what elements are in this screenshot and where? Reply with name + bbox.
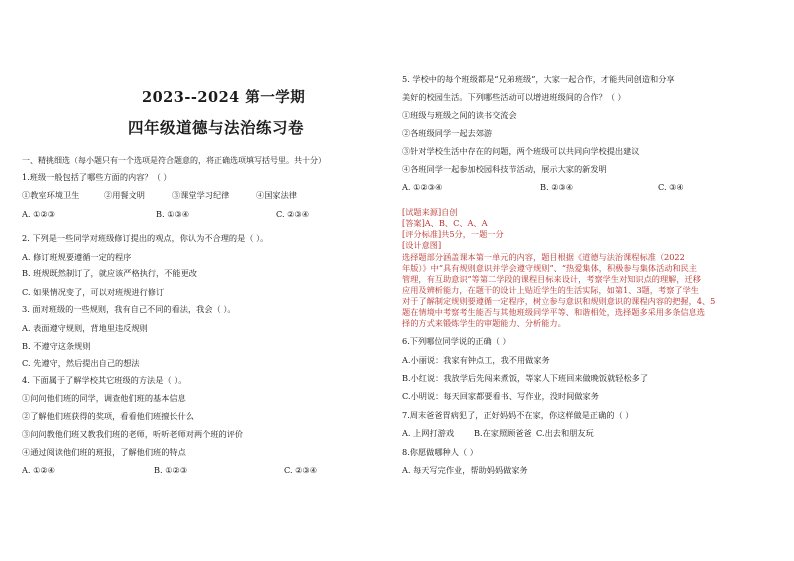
page-title: 2023--2024 第一学期 — [142, 89, 306, 106]
q3-option-a: A. 表面遵守规则，背地里违反规则 — [22, 323, 148, 333]
q2-option-b: B. 班规既然制订了，就应该严格执行，不能更改 — [22, 268, 197, 278]
q4-option-a: A. ①②④ — [22, 465, 56, 475]
q4-item: ①问问他们班的同学，调查他们班的基本信息 — [22, 393, 186, 403]
q3-option-c: C. 先遵守，然后提出自己的想法 — [22, 358, 140, 368]
q7-option-c: C.出去和朋友玩 — [536, 428, 594, 438]
meta-design-line: 对于了解制定规则要遵循一定程序，树立参与意识和规则意识的课程内容的把握，4、5 — [402, 296, 716, 306]
meta-design-line: 管理，有互助意识”等第二学段的课程目标来设计，考察学生对知识点的理解，迁移 — [402, 274, 701, 284]
q1-option-b: B. ①③④ — [156, 209, 190, 219]
q3-option-b: B. 不遵守这条规则 — [22, 341, 91, 351]
q2-stem: 2. 下列是一些同学对班级修订提出的观点，你认为不合理的是（ ）。 — [22, 233, 269, 243]
meta-design-line: 题在情境中考察考生能否与其他班级同学平等、和谐相处，选择题多采用多条信息选 — [402, 307, 705, 317]
q3-stem: 3. 面对班级的一些规则，我有自己不同的看法，我会（ ）。 — [22, 304, 236, 314]
q5-stem-line2: 美好的校园生活。下列哪些活动可以增进班级间的合作？（ ） — [402, 92, 626, 102]
q4-option-b: B. ①②③ — [154, 465, 188, 475]
q1-stem: 1.班级一般包括了哪些方面的内容？（ ） — [22, 172, 172, 182]
q4-item: ③问问教他们班又教我们班的老师，听听老师对两个班的评价 — [22, 429, 244, 439]
q5-item: ③针对学校生活中存在的问题，两个班级可以共同向学校提出建议 — [402, 146, 640, 156]
meta-design-line: 应用及辨析能力，在题干的设计上贴近学生的生活实际，如第1、3题，考察了学生 — [402, 285, 699, 295]
q8-stem: 8.你愿做哪种人（ ） — [402, 447, 478, 457]
meta-design-line: 择的方式来锻炼学生的审题能力、分析能力。 — [402, 318, 566, 328]
q6-option-c: C.小明说：每天回家都要看书、写作业，没时间做家务 — [402, 391, 599, 401]
q1-option-c: C. ②③④ — [276, 209, 310, 219]
meta-design-line: 选择题部分涵盖课本第一单元的内容，题目根据《道德与法治课程标准（2022 — [402, 252, 685, 262]
q6-option-a: A.小丽说：我家有钟点工，我不用做家务 — [402, 355, 550, 365]
section-heading: 一、精挑细选（每小题只有一个选项是符合题意的，将正确选项填写括号里。共十分） — [22, 156, 326, 165]
q5-item: ①班级与班级之间的读书交流会 — [402, 110, 517, 120]
q1-item: ②用餐文明 — [104, 190, 145, 200]
q5-option-c: C. ③④ — [658, 182, 684, 192]
q6-option-b: B.小红说：我放学后先闯来煮饭，等家人下班回来做晚饭就轻松多了 — [402, 373, 649, 383]
q5-item: ④各班同学一起参加校园科技节活动，展示大家的新发明 — [402, 164, 607, 174]
meta-score: [评分标准]共5分，一题一分 — [402, 229, 504, 239]
q1-item: ③课堂学习纪律 — [172, 190, 230, 200]
q5-option-b: B. ②③④ — [540, 182, 574, 192]
q2-option-a: A. 修订班规要遵循一定的程序 — [22, 252, 132, 262]
meta-answer: [答案]A、B、C、A、A — [402, 218, 488, 228]
q6-stem: 6.下列哪位同学说的正确（ ） — [402, 336, 511, 346]
q7-option-b: B.在家照顾爸爸 — [474, 428, 532, 438]
q7-option-a: A. 上网打游戏 — [402, 428, 455, 438]
q7-stem: 7.周末爸爸胃病犯了，正好妈妈不在家，你这样做是正确的（ ） — [402, 410, 634, 420]
q2-option-c: C. 如果情况变了，可以对班规进行修订 — [22, 287, 165, 297]
q5-stem-line1: 5. 学校中的每个班级都是“兄弟班级”，大家一起合作，才能共同创造和分享 — [402, 74, 675, 84]
q1-item: ①教室环境卫生 — [22, 190, 80, 200]
q4-option-c: C. ②③④ — [284, 465, 318, 475]
q4-item: ②了解他们班获得的奖项，看看他们班擅长什么 — [22, 411, 194, 421]
meta-design-line: 年版）》中“具有规则意识并学会遵守规则”、“热爱集体，积极参与集体活动和民主 — [402, 263, 698, 273]
q1-item: ④国家法律 — [256, 190, 297, 200]
q1-option-a: A. ①②③ — [22, 209, 56, 219]
meta-source: [试题来源]自创 — [402, 207, 458, 217]
q8-option-a: A. 每天写完作业，帮助妈妈做家务 — [402, 465, 528, 475]
q5-option-a: A. ①②③④ — [402, 182, 443, 192]
q4-stem: 4. 下面属于了解学校其它班级的方法是（ ）。 — [22, 375, 187, 385]
q5-item: ②各班级同学一起去郊游 — [402, 128, 493, 138]
meta-design-label: [设计意图] — [402, 240, 442, 250]
q4-item: ④通过阅读他们班的班报，了解他们班的特点 — [22, 447, 186, 457]
page-subtitle: 四年级道德与法治练习卷 — [128, 118, 305, 137]
